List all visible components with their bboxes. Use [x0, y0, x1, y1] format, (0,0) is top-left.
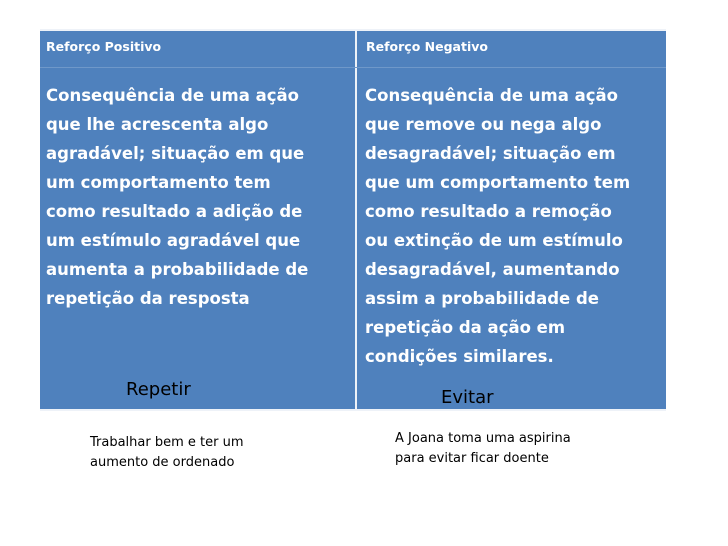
column-divider [355, 31, 357, 409]
positive-reinforcement-header: Reforço Positivo [46, 39, 162, 54]
negative-reinforcement-label: Evitar [441, 387, 494, 408]
positive-reinforcement-definition: Consequência de uma ação que lhe acrescenta algo agradável; situação em que um comportamento tem como resultado a adição de um estímulo agradável que aumenta a probabilidade de repetição da resposta [46, 86, 309, 308]
negative-reinforcement-header: Reforço Negativo [366, 39, 488, 54]
positive-example: Trabalhar bem e ter um aumento de ordenado [90, 435, 244, 470]
positive-reinforcement-label: Repetir [126, 379, 191, 400]
negative-example: A Joana toma uma aspirina para evitar ficar doente [395, 431, 571, 466]
reinforcement-table [40, 29, 666, 411]
negative-reinforcement-definition: Consequência de uma ação que remove ou nega algo desagradável; situação em que um comportamento tem como resultado a remoção ou extinção de um estímulo desagradável, aumentando assim a probabilidade de repetição da ação em condições similares. [365, 86, 631, 366]
header-divider [40, 67, 666, 68]
